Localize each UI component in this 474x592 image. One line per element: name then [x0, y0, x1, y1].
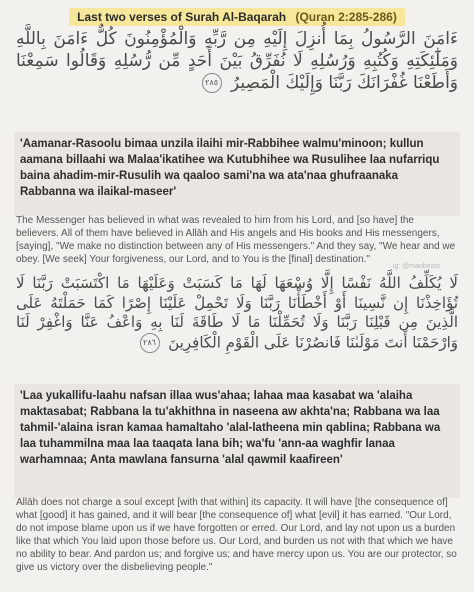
- header: [0, 6, 474, 26]
- verse-286-arabic: [16, 274, 458, 390]
- page-title: Last two verses of Surah Al-Baqarah: [77, 10, 287, 24]
- verse-285-transliteration: 'Aamanar-Rasoolu bimaa unzila ilaihi mir-Rabbihee walmu'minoon; kullun aamana billaahi wa Malaa'ikatihee wa Kutubhihee wa Rusulihee laa nufarriqu baina ahadim-mir-Rusulih wa qaaloo sami'na wa ata'naa ghufraanaka Rabbanna wa ilaikal-maseer': [20, 138, 440, 199]
- verse-286-transliteration: 'Laa yukallifu-laahu nafsan illaa wus'ahaa; lahaa maa kasabat wa 'alaiha maktasabat; Rabbana la tu'akhithna in naseena aw akhta'na; Rabbana wa laa tahmil-'alaina isran kamaa hamaltaho 'alal-latheena min qablina; Rabbana wa laa tuhammilna maa laa taaqata lana bih; wa'fu 'ann-aa waghfir lanaa warhamnaa; Anta mawlana fansurna 'alal qawmil kaafireen': [20, 390, 441, 467]
- quran-reference: (Quran 2:285-286): [295, 10, 397, 24]
- verse-285-arabic-text: ءَامَنَ الرَّسُولُ بِمَا أُنزِلَ إِلَيْهِ مِن رَّبِّهِ وَالْمُؤْمِنُونَ كُلٌّ ءَامَنَ بِاللَّهِ وَمَلَٰٓئِكَتِهِ وَكُتُبِهِ وَرُسُلِهِ لَا نُفَرِّقُ بَيْنَ أَحَدٍ مِّن رُّسُلِهِ وَقَالُوا سَمِعْنَا وَأَطَعْنَا غُفْرَانَكَ رَبَّنَا وَإِلَيْكَ الْمَصِيرُ: [16, 29, 458, 94]
- verse-285-arabic: [16, 28, 458, 118]
- title-highlight: [69, 8, 405, 26]
- verse-285-translation: The Messenger has believed in what was revealed to him from his Lord, and [so have] the believers. All of them have believed in Allāh and His angels and His books and His messengers, [saying], "We make no distinction between any of His messengers." And they say, "We hear and we obey. [We seek] Your forgiveness, our Lord, and to You is the [final] destination.": [16, 215, 456, 265]
- verse-286-number-marker: ٢٨٦: [140, 333, 160, 353]
- verse-286-arabic-text: لَا يُكَلِّفُ اللَّهُ نَفْسًا إِلَّا وُسْعَهَا لَهَا مَا كَسَبَتْ وَعَلَيْهَا مَا اكْتَسَبَتْ رَبَّنَا لَا تُؤَاخِذْنَا إِن نَّسِينَا أَوْ أَخْطَأْنَا رَبَّنَا وَلَا تَحْمِلْ عَلَيْنَا إِصْرًا كَمَا حَمَلْتَهُ عَلَى الَّذِينَ مِن قَبْلِنَا رَبَّنَا وَلَا تُحَمِّلْنَا مَا لَا طَاقَةَ لَنَا بِهِ وَاعْفُ عَنَّا وَاغْفِرْ لَنَا وَارْحَمْنَا أَنتَ مَوْلَىٰنَا فَانصُرْنَا عَلَى الْقَوْمِ الْكَافِرِينَ: [16, 274, 458, 351]
- watermark: ig: @manbeast: [392, 263, 440, 270]
- verse-285-number-marker: ٢٨٥: [202, 73, 222, 93]
- verse-286-transliteration-block: [14, 384, 460, 498]
- verse-286-translation: Allāh does not charge a soul except [with that within] its capacity. It will have [the consequence of] what [good] it has gained, and it will bear [the consequence of] what [evil] it has earned. "Our Lord, do not impose blame upon us if we have forgotten or erred. Our Lord, and lay not upon us a burden like that which You laid upon those before us. Our Lord, and burden us not with that which we have no ability to bear. And pardon us; and forgive us; and have mercy upon us. You are our protector, so give us victory over the disbelieving people.": [16, 497, 457, 573]
- verse-285-transliteration-block: [14, 132, 460, 216]
